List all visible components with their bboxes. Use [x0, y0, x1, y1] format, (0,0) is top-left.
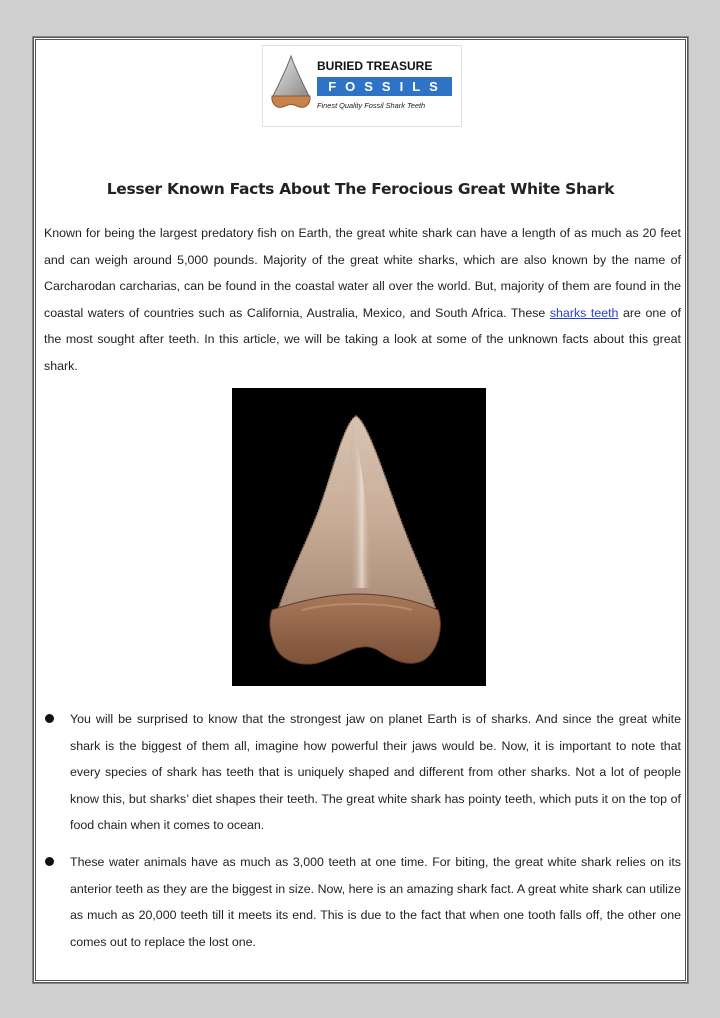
list-item	[44, 849, 681, 955]
sharks-teeth-link[interactable]: sharks teeth	[549, 305, 619, 320]
intro-text-before-link: Known for being the largest predatory fish on Earth, the great white shark can have a length of as much as 20 feet and can weigh around 5,000 pounds. Majority of the great white sharks, which are also known by the name of Carcharodan carcharias, can be found in the coastal water all over the world. But, majority of them are found in the coastal waters of countries such as California, Australia, Mexico, and South Africa. These	[44, 226, 681, 320]
shark-tooth-logo-icon	[269, 54, 313, 116]
intro-text-after-link: are one of the most sought after teeth. In this article, we will be taking a look at some of the unknown facts about this great shark.	[44, 305, 682, 373]
bullet-icon	[45, 857, 54, 866]
shark-tooth-photo	[232, 388, 486, 686]
document-page	[33, 37, 688, 983]
brand-logo[interactable]	[262, 45, 462, 127]
facts-list	[44, 706, 681, 965]
article-title: Lesser Known Facts About The Ferocious Great White Shark	[106, 180, 615, 198]
intro-paragraph	[44, 220, 681, 380]
logo-fossils-bar: FOSSILS	[317, 77, 452, 96]
logo-tagline: Finest Quality Fossil Shark Teeth	[317, 101, 426, 110]
list-item	[44, 706, 681, 839]
logo-title: BURIED TREASURE	[317, 59, 433, 73]
bullet-icon	[45, 714, 54, 723]
bullet-text: These water animals have as much as 3,000 teeth at one time. For biting, the great white shark relies on its anterior teeth as they are the biggest in size. Now, here is an amazing shark fact. A great white shark can utilize as much as 20,000 teeth till it meets its end. This is due to the fact that when one tooth falls off, the other one comes out to replace the lost one.	[70, 854, 681, 949]
fossil-tooth-image	[232, 388, 486, 686]
bullet-text: You will be surprised to know that the strongest jaw on planet Earth is of sharks. And since the great white shark is the biggest of them all, imagine how powerful their jaws would be. Now, it is important to note that every species of shark has teeth that is uniquely shaped and different from other sharks. Not a lot of people know this, but sharks’ diet shapes their teeth. The great white shark has pointy teeth, which puts it on the top of food chain when it comes to ocean.	[70, 712, 681, 833]
